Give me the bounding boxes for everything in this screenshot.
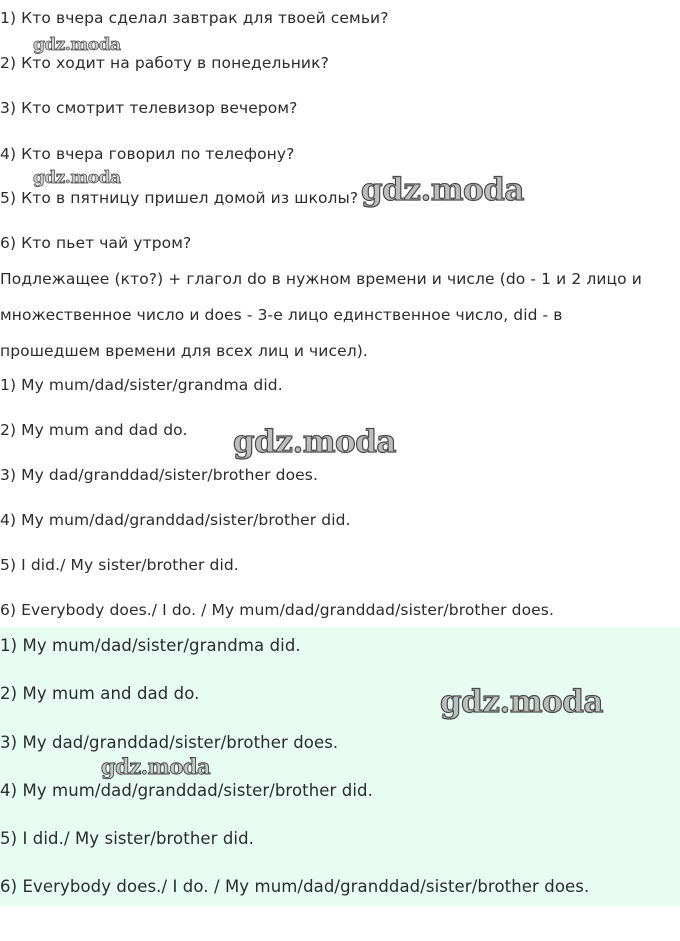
highlighted-answer-2: 2) My mum and dad do. [0, 684, 200, 703]
watermark-logo: gdz.moda [361, 172, 524, 208]
explanation-line-1: Подлежащее (кто?) + глагол do в нужном времени и числе (do - 1 и 2 лицо и [0, 270, 642, 288]
answer-3: 3) My dad/granddad/sister/brother does. [0, 466, 318, 484]
highlighted-answer-1: 1) My mum/dad/sister/grandma did. [0, 636, 301, 655]
answer-1: 1) My mum/dad/sister/grandma did. [0, 376, 283, 394]
answer-6: 6) Everybody does./ I do. / My mum/dad/granddad/sister/brother does. [0, 601, 555, 619]
question-1: 1) Кто вчера сделал завтрак для твоей семьи? [0, 9, 389, 27]
question-6: 6) Кто пьет чай утром? [0, 234, 192, 252]
highlighted-answer-3: 3) My dad/granddad/sister/brother does. [0, 733, 339, 752]
explanation-line-3: прошедшем времени для всех лиц и чисел). [0, 342, 368, 360]
highlighted-answer-5: 5) I did./ My sister/brother did. [0, 829, 255, 848]
question-3: 3) Кто смотрит телевизор вечером? [0, 99, 298, 117]
answer-5: 5) I did./ My sister/brother did. [0, 556, 239, 574]
watermark-logo: gdz.moda [33, 168, 121, 188]
watermark-logo: gdz.moda [101, 754, 211, 779]
answer-4: 4) My mum/dad/granddad/sister/brother did. [0, 511, 351, 529]
question-5: 5) Кто в пятницу пришел домой из школы? [0, 189, 359, 207]
explanation-line-2: множественное число и does - 3-е лицо единственное число, did - в [0, 306, 563, 324]
watermark-logo: gdz.moda [33, 35, 121, 55]
question-4: 4) Кто вчера говорил по телефону? [0, 145, 295, 163]
watermark-logo: gdz.moda [233, 424, 396, 460]
highlighted-answer-4: 4) My mum/dad/granddad/sister/brother did. [0, 781, 373, 800]
question-2: 2) Кто ходит на работу в понедельник? [0, 54, 329, 72]
answer-2: 2) My mum and dad do. [0, 421, 188, 439]
highlighted-answer-6: 6) Everybody does./ I do. / My mum/dad/granddad/sister/brother does. [0, 877, 590, 896]
watermark-logo: gdz.moda [440, 684, 603, 720]
